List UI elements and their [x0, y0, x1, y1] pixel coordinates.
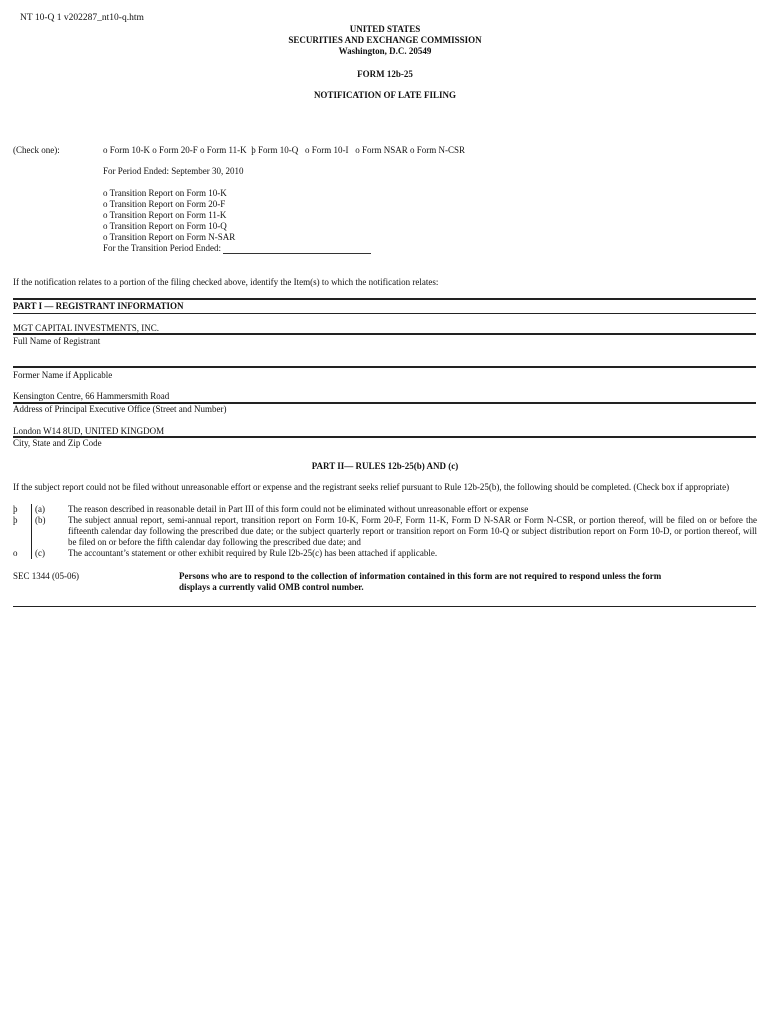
check-one-label: (Check one):: [13, 145, 60, 155]
part1-title: PART I — REGISTRANT INFORMATION: [13, 301, 184, 311]
address: Kensington Centre, 66 Hammersmith Road: [13, 391, 170, 401]
transition-period-label: For the Transition Period Ended:: [103, 243, 222, 253]
option-form-ncsr[interactable]: o Form N-CSR: [409, 145, 465, 155]
checkbox-empty-icon: o: [103, 145, 108, 155]
heading-line1: UNITED STATES: [349, 24, 421, 34]
form-type-options: [103, 145, 465, 156]
item-c: [13, 548, 757, 559]
transition-20f[interactable]: o Transition Report on Form 20-F: [103, 199, 226, 209]
transition-11k[interactable]: o Transition Report on Form 11-K: [103, 210, 227, 220]
registrant-name-label: Full Name of Registrant: [13, 336, 101, 346]
omb-notice-line2: displays a currently valid OMB control number.: [179, 582, 364, 592]
former-name-label: Former Name if Applicable: [13, 370, 113, 380]
item-label: (b): [31, 515, 65, 548]
period-ended: For Period Ended: September 30, 2010: [103, 166, 244, 176]
checkbox-empty-icon: o: [152, 145, 157, 155]
divider: [13, 333, 756, 335]
transition-10k[interactable]: o Transition Report on Form 10-K: [103, 188, 227, 198]
sec-code: SEC 1344 (05-06): [13, 571, 79, 581]
form-number: FORM 12b-25: [357, 69, 413, 79]
item-text: The reason described in reasonable detail in Part III of this form could not be eliminated without unreasonable effort or expense: [68, 504, 529, 514]
omb-notice-line1: Persons who are to respond to the collection of information contained in this form are not required to respond unless the form: [179, 571, 662, 581]
checkbox-empty-icon[interactable]: o: [13, 548, 18, 558]
option-form-10q[interactable]: þ Form 10-Q: [251, 145, 299, 155]
checkbox-empty-icon: o: [200, 145, 205, 155]
portion-note: If the notification relates to a portion of the filing checked above, identify the Item(s) to which the notification relates:: [13, 277, 439, 287]
item-text: The accountant’s statement or other exhibit required by Rule l2b-25(c) has been attached if applicable.: [68, 548, 438, 558]
transition-period-row: [103, 243, 371, 254]
form-title: NOTIFICATION OF LATE FILING: [313, 90, 457, 100]
transition-10q[interactable]: o Transition Report on Form 10-Q: [103, 221, 227, 231]
city: London W14 8UD, UNITED KINGDOM: [13, 426, 165, 436]
divider: [13, 366, 756, 368]
transition-period-field[interactable]: [223, 244, 371, 254]
checkbox-checked-icon[interactable]: þ: [13, 515, 18, 525]
address-label: Address of Principal Executive Office (Street and Number): [13, 404, 227, 414]
item-a: [13, 504, 757, 515]
divider: [13, 606, 756, 607]
part2-intro: If the subject report could not be filed without unreasonable effort or expense and the registrant seeks relief pursuant to Rule 12b-25(b), the following should be completed. (Check box if appropriate): [13, 482, 730, 492]
option-form-10k[interactable]: o Form 10-K: [103, 145, 150, 155]
item-label: (a): [31, 504, 65, 515]
checkbox-checked-icon[interactable]: þ: [13, 504, 18, 514]
checkbox-empty-icon: o: [304, 145, 310, 155]
option-form-11k[interactable]: o Form 11-K: [200, 145, 247, 155]
item-label: (c): [31, 548, 65, 559]
city-label: City, State and Zip Code: [13, 438, 102, 448]
item-b: [13, 515, 757, 548]
file-header: NT 10-Q 1 v202287_nt10-q.htm: [20, 13, 144, 23]
heading-line3: Washington, D.C. 20549: [338, 46, 432, 56]
divider: [13, 298, 756, 300]
checkbox-empty-icon: o: [355, 145, 360, 155]
checkbox-checked-icon: þ: [251, 145, 256, 155]
transition-nsar[interactable]: o Transition Report on Form N-SAR: [103, 232, 236, 242]
option-form-nsar[interactable]: o Form NSAR: [355, 145, 408, 155]
part2-title: PART II— RULES 12b-25(b) AND (c): [311, 461, 459, 471]
heading-line2: SECURITIES AND EXCHANGE COMMISSION: [288, 35, 482, 45]
item-text: The subject annual report, semi-annual report, transition report on Form 10-K, Form 20-F, Form 11-K, Form D N-SAR or Form N-CSR, or portion thereof, will be filed on or before the fifteenth calendar day following the prescribed due date; or the subject quarterly report or transition report on Form 10-Q or subject distribution report on Form 10-D, or portion thereof, will be filed on or before the fifth calendar day following the prescribed due date; and: [68, 515, 757, 547]
divider: [13, 313, 756, 314]
registrant-name: MGT CAPITAL INVESTMENTS, INC.: [13, 323, 160, 333]
checkbox-empty-icon: o: [409, 145, 415, 155]
divider: [13, 436, 756, 438]
option-form-20f[interactable]: o Form 20-F: [152, 145, 198, 155]
option-form-10i[interactable]: o Form 10-I: [304, 145, 349, 155]
